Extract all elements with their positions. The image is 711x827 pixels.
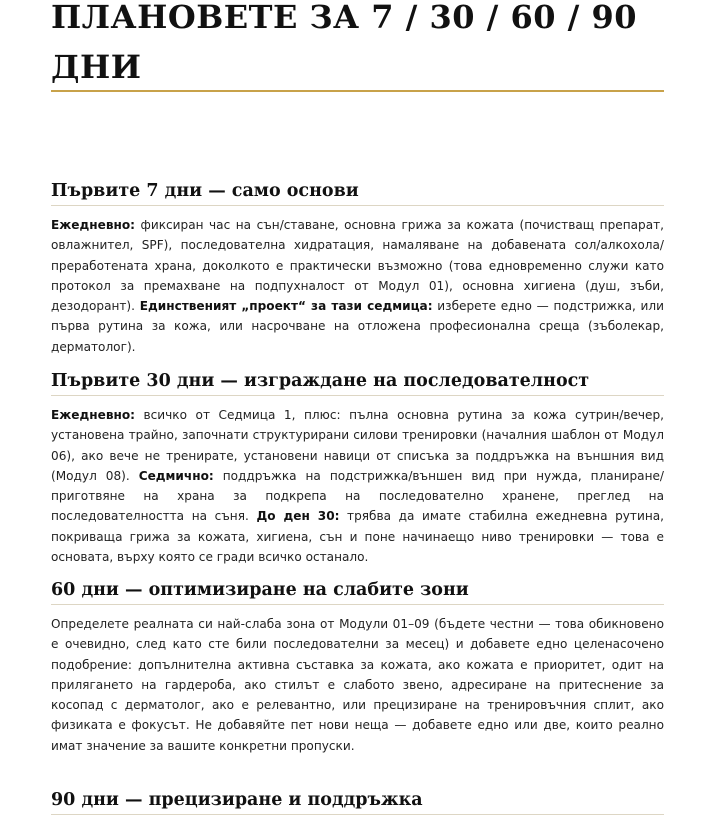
section-paragraph: Определете реалната си най-слаба зона от Модули 01–09 (бъдете честни — това обикновено е очевидно, след като сте били последователни за месец) и добавете едно целенасочено подобрение: допълнителна активна съставка за кожата, ако кожата е приоритет, одит на прилягането на гардероба, ако стилът е слабото звено, адресиране на притеснение за косопад с дерматолог, ако е релевантно, или прецизиране на тренировъчния сплит, ако физиката е фокусът. Не добавяйте пет нови неща — добавете едно или две, които реално имат значение за вашите конкретни пропуски.: [51, 617, 664, 753]
daily-text: всичко от Седмица 1, плюс: пълна основна рутина за кожа сутрин/вечер, установена трайно, започнати структурирани силови тренировки (началния шаблон от Модул 06), ако вече не тренирате, установени навици от списъка за поддръжка на външния вид (Модул 08).: [51, 408, 664, 483]
day-30-text: трябва да имате стабилна ежедневна рутина, покриваща грижа за кожата, хигиена, сън и поне начинаещо ниво тренировки — това е основата, върху която се гради всичко останало.: [51, 509, 665, 565]
weekly-label: Седмично:: [138, 468, 214, 483]
page-title: ПЛАНОВЕТЕ ЗА 7 / 30 / 60 / 90 ДНИ: [51, 0, 638, 86]
section-heading: 60 дни — оптимизиране на слабите зони: [51, 579, 664, 605]
section-7-days: [51, 180, 664, 357]
section-heading: Първите 7 дни — само основи: [51, 180, 664, 206]
daily-text: фиксиран час на сън/ставане, основна грижа за кожата (почистващ препарат, овлажнител, SPF), последователна хидратация, намаляване на добавената сол/алкохола/преработената храна, доколкото е практически възможно (това едновременно служи като протокол за премахване на подпухналост от Модул 01), основна хигиена (душ, зъби, дезодорант).: [51, 218, 664, 314]
weekly-text: поддръжка на подстрижка/външен вид при нужда, планиране/приготвяне на храна за подкрепа на последователно хранене, преглед на последователността на съня.: [51, 468, 664, 524]
section-heading: 90 дни — прецизиране и поддръжка: [51, 789, 664, 815]
day-30-label: До ден 30:: [256, 509, 340, 524]
section-heading: Първите 30 дни — изграждане на последователност: [51, 370, 664, 396]
section-paragraph: [51, 405, 664, 567]
section-90-days: [51, 789, 664, 815]
document-page: [51, 0, 665, 810]
section-60-days: [51, 579, 664, 756]
daily-label: Ежедневно:: [51, 408, 135, 422]
title-divider: [51, 90, 664, 92]
section-paragraph: [51, 215, 664, 357]
daily-label: Ежедневно:: [51, 218, 135, 232]
project-text: изберете едно — подстрижка, или първа рутина за кожа, или насрочване на отложена професионална среща (зъболекар, дерматолог).: [51, 299, 664, 354]
section-30-days: [51, 370, 664, 567]
project-label: Единственият „проект“ за тази седмица:: [139, 299, 433, 314]
